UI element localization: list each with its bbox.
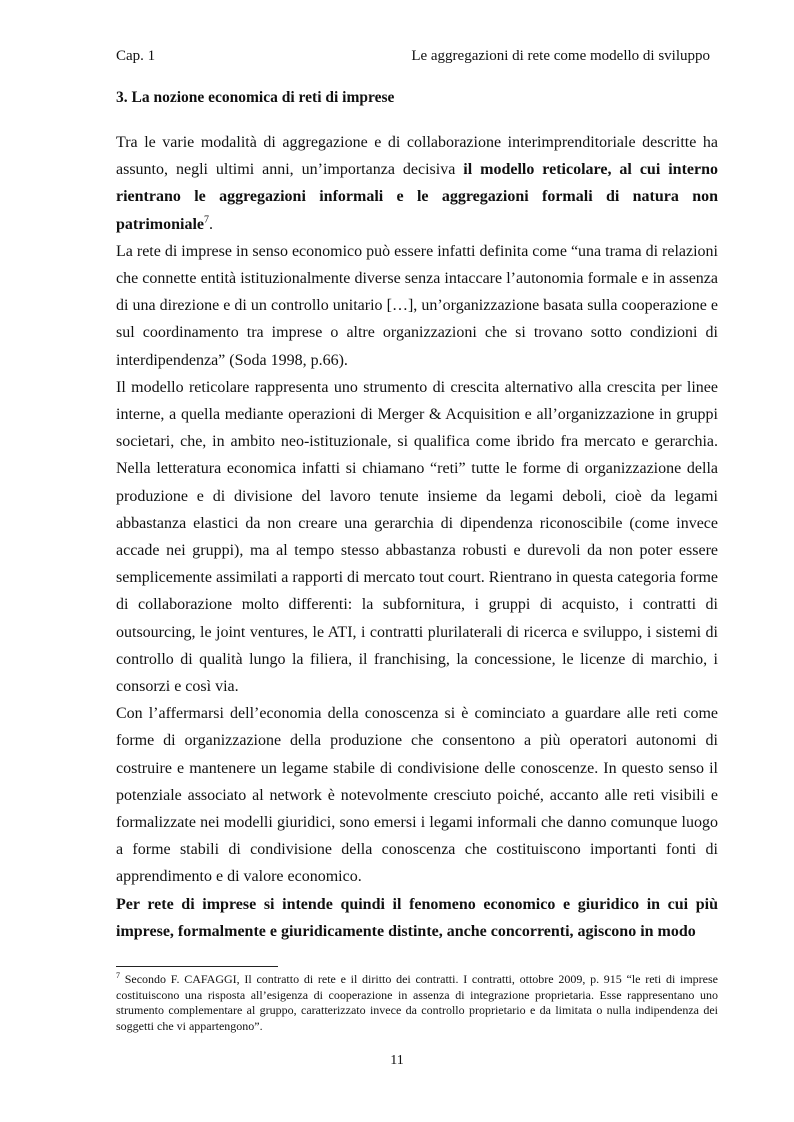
header-title: Le aggregazioni di rete come modello di sviluppo: [411, 48, 710, 64]
footnote-number: 7: [116, 971, 120, 980]
header-chapter: Cap. 1: [116, 48, 156, 64]
paragraph-4: Con l’affermarsi dell’economia della conoscenza si è cominciato a guardare alle reti come forme di organizzazione della produzione che consentono a più operatori autonomi di costruire e mantenere un legame stabile di condivisione delle conoscenze. In questo senso il potenziale associato al network è notevolmente cresciuto poiché, accanto alle reti visibili e formalizzate nei modelli giuridici, sono emersi i legami informali che danno comunque luogo a forme stabili di condivisione della conoscenza che costituiscono importanti fonti di apprendimento e di valore economico.: [116, 705, 718, 886]
section-title: 3. La nozione economica di reti di imprese: [116, 89, 395, 106]
paragraph-5: [116, 891, 718, 945]
footnote-text: Secondo F. CAFAGGI, Il contratto di rete e il diritto dei contratti. I contratti, ottobre 2009, p. 915 “le reti di imprese costituiscono una risposta all’esigenza di cooperazione in assenza di integrazione proprietaria. Esse rappresentano uno strumento complementare al gruppo, caratterizzato invece da controllo proprietario e da limitata o nulla indipendenza dei soggetti che vi appartengono”.: [116, 972, 718, 1033]
footnote-divider: [116, 966, 278, 967]
paragraph-1: [116, 129, 718, 238]
paragraph-1-intro: Tra le varie modalità di aggregazione e di collaborazione interimprenditoriale descritte ha assunto, negli ultimi anni, un’importanza decisiva: [116, 134, 718, 179]
body-text: [116, 129, 718, 945]
page-number: 11: [390, 1053, 404, 1068]
paragraph-5-bold: Per rete di imprese si intende quindi il fenomeno economico e giuridico in cui più imprese, formalmente e giuridicamente distinte, anche concorrenti, agiscono in modo: [116, 895, 718, 940]
paragraph-2: La rete di imprese in senso economico può essere infatti definita come “una trama di relazioni che connette entità istituzionalmente diverse senza intaccare l’autonomia formale e in assenza di una direzione e di un controllo unitario […], un’organizzazione basata sulla cooperazione e sul coordinamento tra imprese o altre organizzazioni che si trovano sotto condizioni di interdipendenza” (Soda 1998, p.66).: [116, 242, 718, 369]
paragraph-1-end: .: [209, 215, 213, 233]
footnote-reference[interactable]: 7: [204, 214, 209, 226]
paragraph-3: Il modello reticolare rappresenta uno strumento di crescita alternativo alla crescita per linee interne, a quella mediante operazioni di Merger & Acquisition e all’organizzazione in gruppi societari, che, in ambito neo-istituzionale, si qualifica come ibrido fra mercato e gerarchia. Nella letteratura economica infatti si chiamano “reti” tutte le forme di organizzazione della produzione e di divisione del lavoro tenute insieme da legami deboli, cioè da legami abbastanza elastici da non creare una gerarchia di dipendenza riconoscibile (come invece accade nei gruppi), ma al tempo stesso abbastanza robusti e durevoli da non poter essere semplicemente assimilati a rapporti di mercato tout court. Rientrano in questa categoria forme di collaborazione molto differenti: la subfornitura, i gruppi di acquisto, i contratti di outsourcing, le joint ventures, le ATI, i contratti plurilaterali di ricerca e sviluppo, i sistemi di controllo di qualità lungo la filiera, il franchising, la concessione, le licenze di marchio, i consorzi e così via.: [116, 378, 719, 696]
footnote: [116, 972, 718, 1034]
paragraph-1-emphasis: il modello reticolare, al cui interno rientrano le aggregazioni informali e le aggregazioni formali di natura non patrimoniale: [116, 161, 719, 233]
